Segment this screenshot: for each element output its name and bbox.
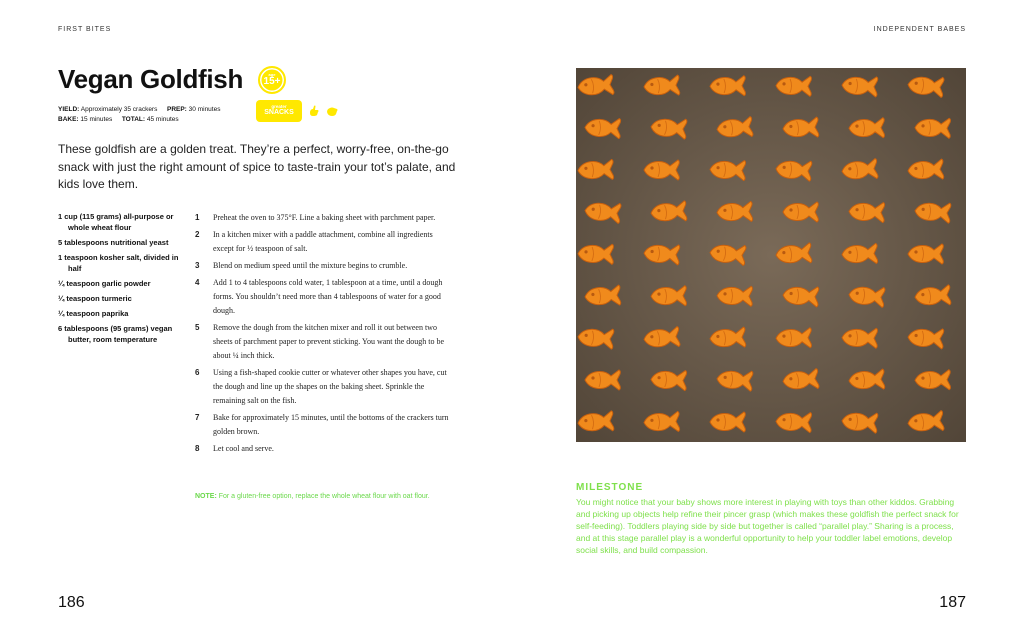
step-item [195, 411, 449, 439]
goldfish-crackers-photo [576, 68, 966, 442]
step-text: Blend on medium speed until the mixture begins to crumble. [213, 261, 408, 270]
step-item [195, 321, 449, 363]
category-badge [256, 100, 302, 122]
step-number: 8 [195, 444, 200, 453]
step-text: Using a fish-shaped cookie cutter or whatever other shapes you have, cut the dough and line up the shapes on the baking sheet. Sprinkle the remaining salt on the fish. [213, 368, 447, 405]
step-number: 6 [195, 368, 200, 377]
page-number-left: 186 [58, 594, 85, 611]
prep-label: PREP: [166, 106, 187, 113]
step-number: 1 [195, 213, 200, 222]
note-text: For a gluten-free option, replace the whole wheat flour with oat flour. [218, 493, 430, 500]
category-badge-label: SNACKS [264, 109, 294, 117]
photo-illustration [576, 68, 966, 442]
page-number-right: 187 [939, 594, 966, 611]
ingredient-item: ¼ teaspoon garlic powder [58, 279, 151, 288]
yield-value: Approximately 35 crackers [80, 106, 158, 113]
age-badge [258, 66, 286, 94]
total-label: TOTAL: [121, 116, 146, 123]
running-head-left: FIRST BITES [58, 26, 112, 33]
step-text: Preheat the oven to 375°F. Line a baking sheet with parchment paper. [213, 213, 436, 222]
ingredient-item: ¼ teaspoon paprika [58, 309, 129, 318]
ingredient-item: 5 tablespoons nutritional yeast [58, 238, 169, 247]
category-badge-caption: greater [271, 103, 287, 109]
ingredient-item: ¼ teaspoon turmeric [58, 294, 132, 303]
ingredient-item: 6 tablespoons (95 grams) vegan butter, room temperature [58, 324, 173, 344]
ingredient-item: 1 cup (115 grams) all-purpose or whole wheat flour [58, 212, 174, 232]
step-text: Remove the dough from the kitchen mixer and roll it out between two sheets of parchment paper to prevent sticking. You want the dough to be about ¼ inch thick. [213, 323, 445, 360]
step-item [195, 276, 449, 318]
step-item [195, 228, 449, 256]
step-number: 4 [195, 278, 200, 287]
step-text: Add 1 to 4 tablespoons cold water, 1 tablespoon at a time, until a dough forms. You shouldn’t need more than 4 tablespoons of water for a good dough. [213, 278, 443, 315]
note-label: NOTE: [195, 493, 217, 500]
step-item [195, 442, 449, 456]
milestone-text: You might notice that your baby shows more interest in playing with toys than other kiddos. Grabbing and picking up objects help refine their pincer grasp (which makes these goldfish the perfect snack for self-feeding). Toddlers playing side by side but together is called “parallel play.” Sharing is a process, and at this stage parallel play is a wonderful opportunity to help your toddler label emotions, develop social skills, and build compassion. [576, 497, 959, 555]
pincer-grasp-hand-icon [308, 105, 320, 117]
bake-value: 15 minutes [80, 116, 113, 123]
recipe-meta [58, 105, 220, 125]
age-badge-value: 15+ [263, 76, 281, 87]
step-text: Bake for approximately 15 minutes, until the bottoms of the crackers turn golden brown. [213, 413, 449, 436]
step-number: 3 [195, 261, 200, 270]
milestone-heading: MILESTONE [576, 482, 644, 493]
step-item [195, 211, 449, 225]
step-number: 5 [195, 323, 200, 332]
bake-label: BAKE: [58, 116, 79, 123]
recipe-note [195, 491, 449, 503]
running-head-right: INDEPENDENT BABES [873, 26, 966, 33]
step-number: 2 [195, 230, 200, 239]
method-steps [195, 211, 449, 459]
step-number: 7 [195, 413, 200, 422]
step-item [195, 366, 449, 408]
ingredient-item: 1 teaspoon kosher salt, divided in half [58, 253, 179, 273]
step-item [195, 259, 449, 273]
prep-value: 30 minutes [188, 106, 221, 113]
recipe-intro: These goldfish are a golden treat. They’re a perfect, worry-free, on-the-go snack with just the right amount of spice to taste-train your tot’s palate, and kids love them. [58, 142, 456, 191]
step-text: Let cool and serve. [213, 444, 274, 453]
recipe-title: Vegan Goldfish [58, 64, 244, 94]
step-text: In a kitchen mixer with a paddle attachment, combine all ingredients except for ½ teaspoon of salt. [213, 230, 433, 253]
total-value: 45 minutes [146, 116, 179, 123]
yield-label: YIELD: [58, 106, 80, 113]
age-badge-caption: age [268, 72, 276, 77]
palmar-grasp-hand-icon [326, 105, 338, 117]
ingredients-list [58, 211, 180, 349]
